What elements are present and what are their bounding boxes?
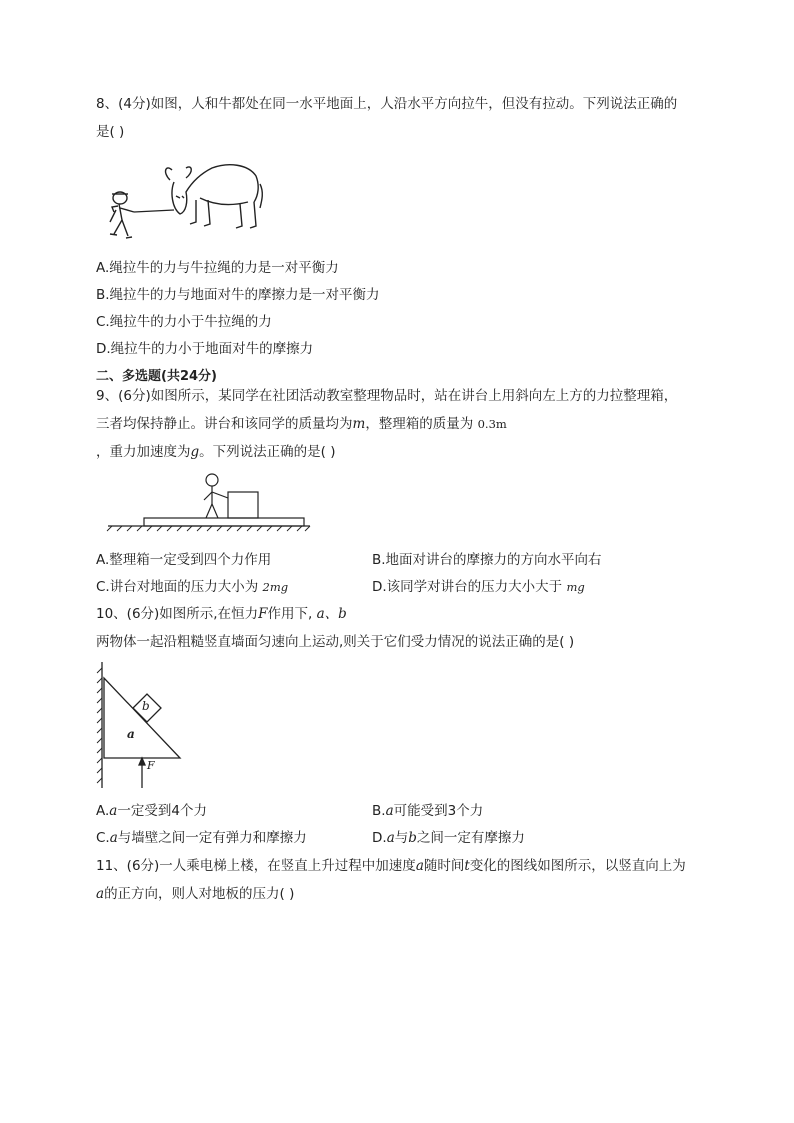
- q9-option-d-math: mg: [566, 580, 585, 594]
- q10-label-a: a: [127, 727, 135, 741]
- q9-stem-line3-b: 。下列说法正确的是( ): [199, 444, 336, 460]
- q9-option-b: B.地面对讲台的摩擦力的方向水平向右: [372, 552, 602, 568]
- q9-mass-box: 0.3m: [477, 417, 507, 431]
- q10-option-b: [372, 801, 483, 821]
- q10-option-c-prefix: C.: [96, 830, 110, 846]
- q9-option-d: [372, 577, 585, 597]
- q10-option-a-prefix: A.: [96, 803, 110, 819]
- q9-stem-line2-a: 三者均保持静止。讲台和该同学的质量均为: [96, 416, 353, 432]
- q10-option-d-text: 之间一定有摩擦力: [416, 830, 525, 846]
- q10-option-a: [96, 801, 207, 821]
- q9-option-c-text: C.讲台对地面的压力大小为: [96, 579, 259, 595]
- q9-stem-line2-b: ，整理箱的质量为: [365, 416, 474, 432]
- q11-stem-line1-c: 变化的图线如图所示，以竖直向上为: [469, 858, 686, 874]
- q10-option-a-text: 一定受到4个力: [117, 803, 207, 819]
- q9-option-a: A.整理箱一定受到四个力作用: [96, 552, 272, 568]
- q10-option-c: [96, 828, 307, 848]
- q10-option-b-prefix: B.: [372, 803, 386, 819]
- q10-option-c-var: a: [109, 830, 118, 846]
- q8-figure-person-pulling-ox: [100, 152, 265, 247]
- q10-option-d-prefix: D.: [372, 830, 387, 846]
- q10-stem-line1-b: 作用下,: [267, 606, 313, 622]
- q9-stem-line1: 9、(6分)如图所示，某同学在社团活动教室整理物品时，站在讲台上用斜向左上方的力拉整理箱，: [96, 388, 678, 404]
- q10-option-d-var2: b: [408, 830, 417, 846]
- q9-option-c: [96, 577, 288, 597]
- q8-option-a: A.绳拉牛的力与牛拉绳的力是一对平衡力: [96, 260, 339, 276]
- q11-var-a: a: [415, 858, 424, 874]
- q9-figure-person-on-platform: [104, 470, 314, 532]
- q9-var-g: g: [190, 444, 200, 460]
- q10-option-d: [372, 828, 525, 848]
- q10-option-d-var1: a: [386, 830, 395, 846]
- q10-option-c-text: 与墙壁之间一定有弹力和摩擦力: [117, 830, 307, 846]
- q10-stem-line1: [96, 604, 347, 624]
- q10-stem-line2: 两物体一起沿粗糙竖直墙面匀速向上运动,则关于它们受力情况的说法正确的是( ): [96, 634, 575, 650]
- q11-stem-line2-var: a: [96, 886, 105, 902]
- q11-stem-line1: [96, 856, 686, 876]
- q11-stem-line2: [96, 884, 294, 904]
- q11-stem-line2-text: 的正方向，则人对地板的压力( ): [104, 886, 295, 902]
- q10-var-ab: a、b: [316, 606, 347, 622]
- q8-option-d: D.绳拉牛的力小于地面对牛的摩擦力: [96, 341, 314, 357]
- q10-option-b-text: 可能受到3个力: [393, 803, 484, 819]
- q9-option-c-math: 2mg: [262, 580, 289, 594]
- q9-stem-line3-a: ，重力加速度为: [96, 444, 191, 460]
- q11-var-t: t: [464, 858, 470, 874]
- q8-option-b: B.绳拉牛的力与地面对牛的摩擦力是一对平衡力: [96, 287, 380, 303]
- q10-label-F: F: [147, 759, 155, 772]
- q8-option-c: C.绳拉牛的力小于牛拉绳的力: [96, 314, 272, 330]
- q10-stem-line1-a: 10、(6分)如图所示,在恒力: [96, 606, 259, 622]
- q10-figure-wedge-on-wall: [96, 660, 196, 790]
- q8-stem-line1: 8、(4分)如图，人和牛都处在同一水平地面上，人沿水平方向拉牛，但没有拉动。下列说法正确的: [96, 96, 678, 112]
- q9-stem-line2: [96, 414, 507, 434]
- q11-stem-line1-a: 11、(6分)一人乘电梯上楼，在竖直上升过程中加速度: [96, 858, 416, 874]
- q10-option-d-mid: 与: [394, 830, 409, 846]
- q9-option-d-text: D.该同学对讲台的压力大小大于: [372, 579, 563, 595]
- q10-var-F: F: [258, 606, 268, 622]
- q9-var-m: m: [352, 416, 366, 432]
- q9-stem-line3: [96, 442, 335, 462]
- q10-option-b-var: a: [385, 803, 394, 819]
- q10-option-a-var: a: [109, 803, 118, 819]
- q11-stem-line1-b: 随时间: [423, 858, 465, 874]
- q10-label-b: b: [142, 699, 150, 713]
- section-title-multiple-choice: 二、多选题(共24分): [96, 369, 217, 384]
- q8-stem-line2: 是( ): [96, 124, 125, 140]
